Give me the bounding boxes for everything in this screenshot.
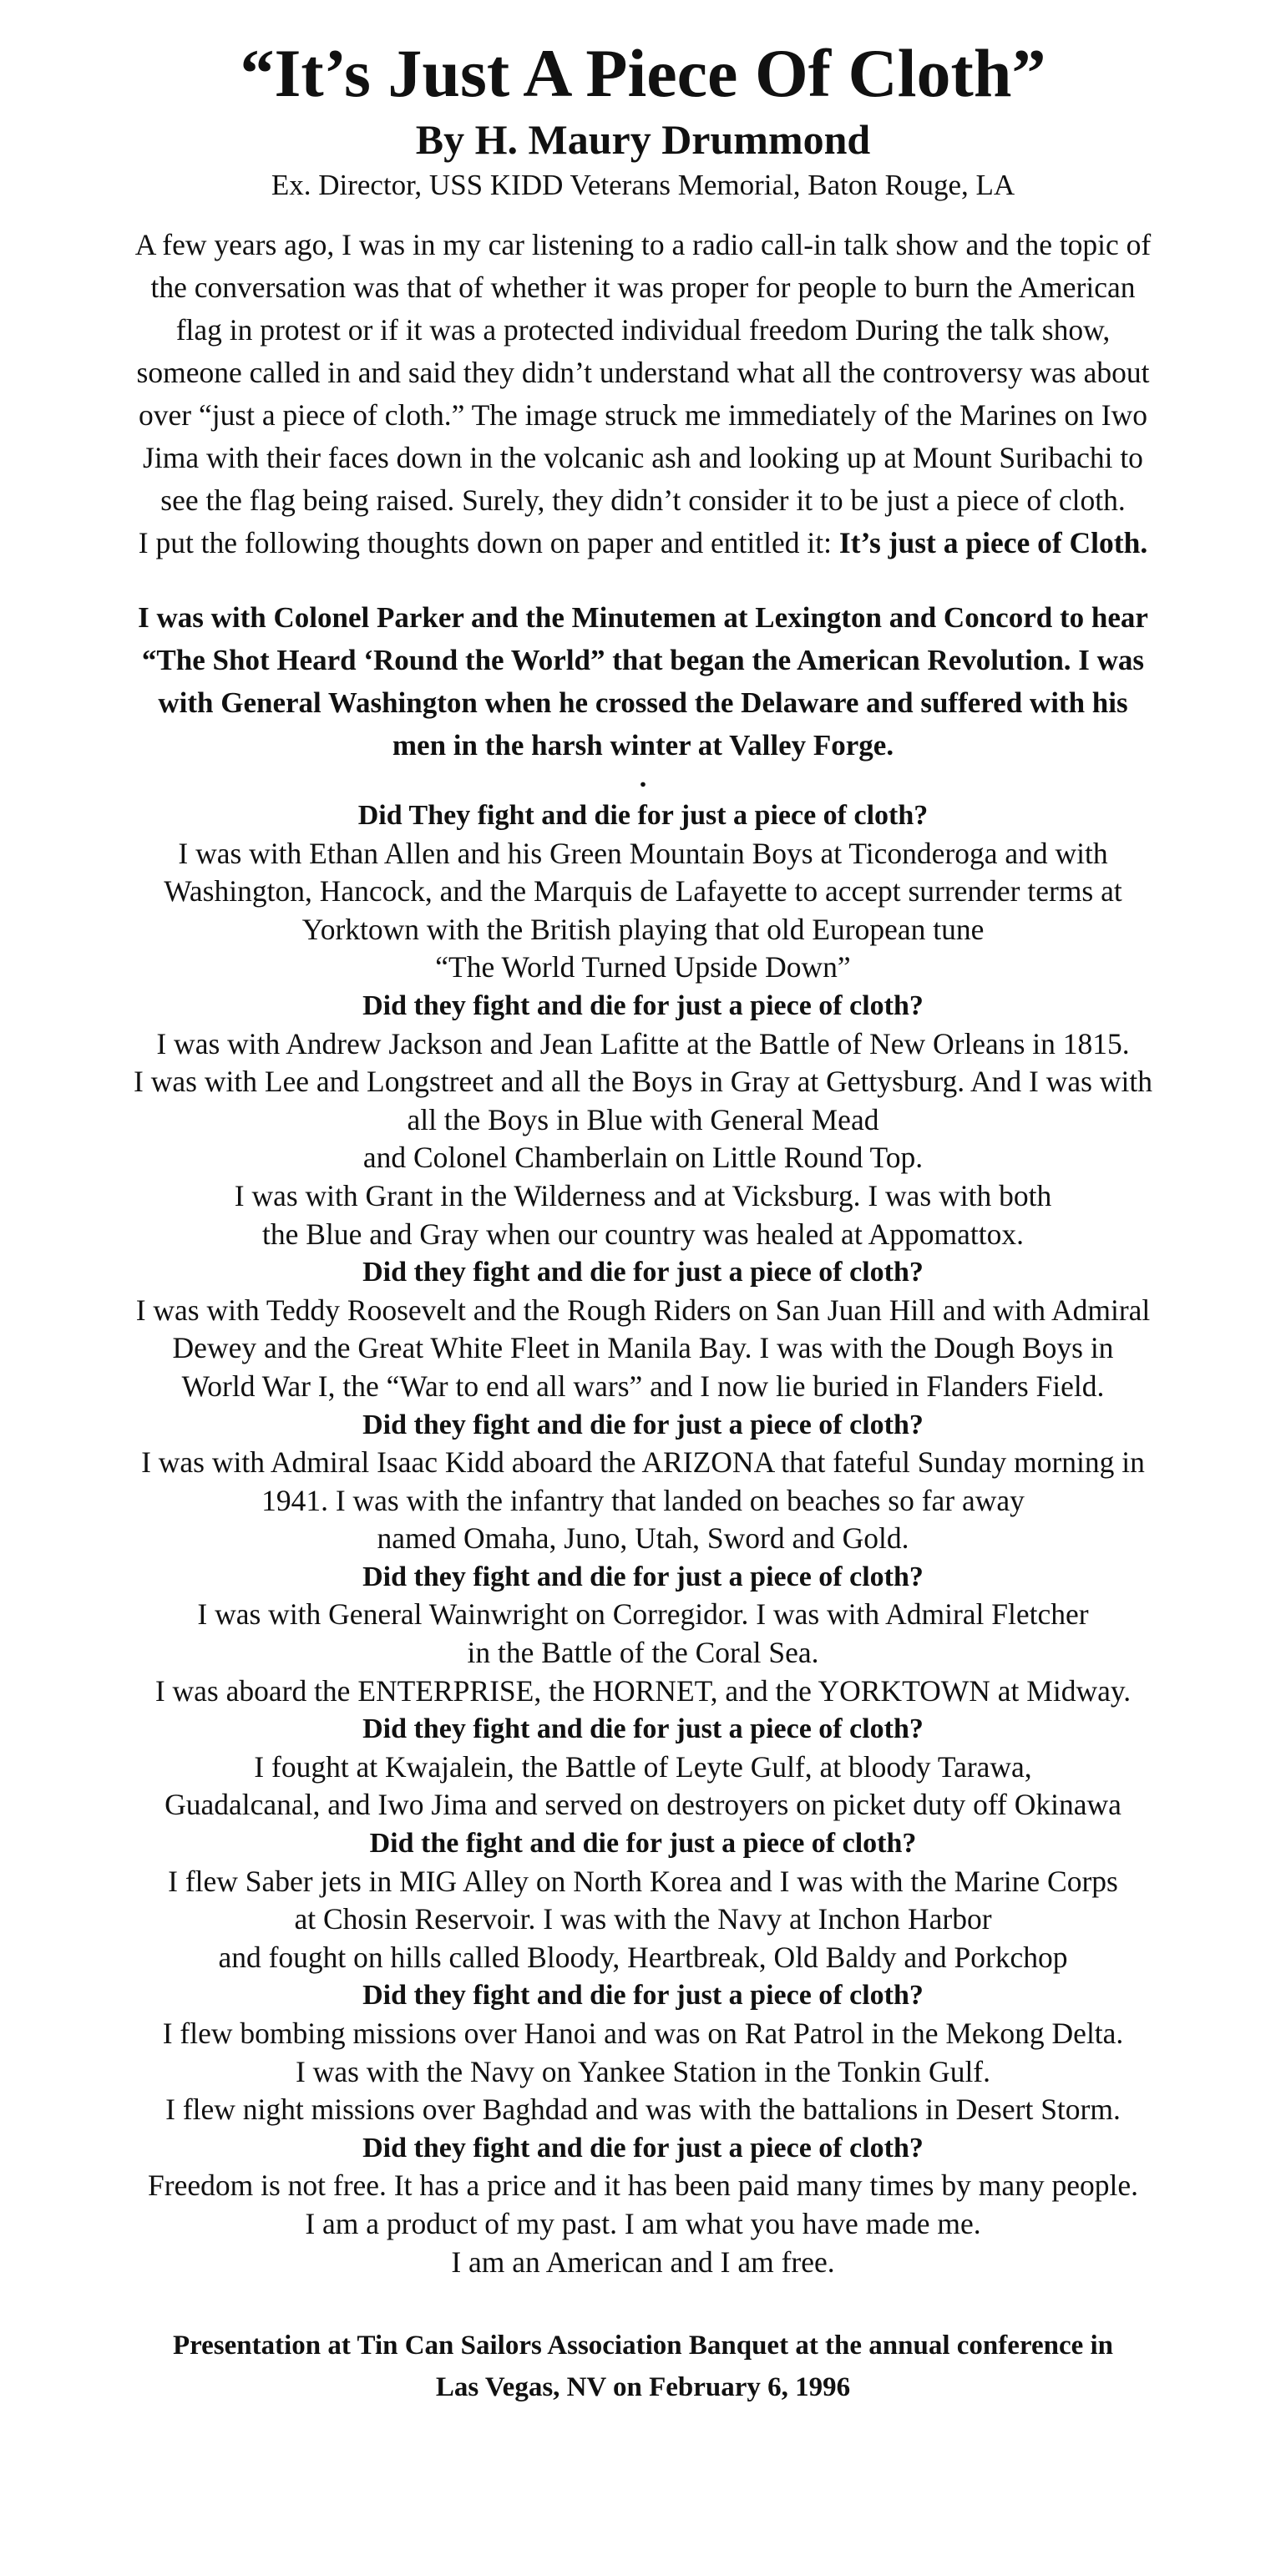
footer-line: Las Vegas, NV on February 6, 1996 — [435, 2372, 851, 2403]
poem-line: Washington, Hancock, and the Marquis de Lafayette to accept surrender terms at — [164, 874, 1122, 908]
refrain-question: Did they fight and die for just a piece of cloth? — [362, 1980, 924, 2012]
poem-line: and Colonel Chamberlain on Little Round Top. — [362, 1141, 924, 1175]
separator-dot: . — [639, 761, 647, 793]
bold-line: I was with Colonel Parker and the Minutemen at Lexington and Concord to hear — [138, 601, 1148, 634]
poem-line: I was with Grant in the Wilderness and at Vicksburg. I was with both — [234, 1178, 1052, 1212]
refrain-question: Did they fight and die for just a piece of cloth? — [362, 1409, 924, 1440]
intro-line: the conversation was that of whether it was proper for people to burn the American — [150, 271, 1136, 304]
poem-line: named Omaha, Juno, Utah, Sword and Gold. — [377, 1521, 909, 1556]
poem-line: in the Battle of the Coral Sea. — [467, 1636, 819, 1670]
refrain-question: Did they fight and die for just a piece of cloth? — [362, 1257, 924, 1288]
poem-line: I flew Saber jets in MIG Alley on North Korea and I was with the Marine Corps — [168, 1864, 1118, 1898]
footer-line: Presentation at Tin Can Sailors Association Banquet at the annual conference in — [172, 2331, 1114, 2361]
poem-line: the Blue and Gray when our country was healed at Appomattox. — [262, 1217, 1024, 1251]
intro-line-last — [33, 522, 1253, 564]
poem-line: I am an American and I am free. — [451, 2245, 835, 2279]
poem-line: “The World Turned Upside Down” — [435, 950, 851, 984]
refrain-question: Did they fight and die for just a piece of cloth? — [362, 1561, 924, 1592]
intro-line: over “just a piece of cloth.” The image struck me immediately of the Marines on Iwo — [139, 398, 1147, 432]
poem-line: I was with Andrew Jackson and Jean Lafitte at the Battle of New Orleans in 1815. — [156, 1026, 1130, 1060]
refrain-question: Did the fight and die for just a piece of cloth? — [369, 1828, 917, 1860]
poem-line: 1941. I was with the infantry that landed on beaches so far away — [261, 1483, 1025, 1517]
poem-line: I was aboard the ENTERPRISE, the HORNET, and the YORKTOWN at Midway. — [154, 1673, 1132, 1708]
author-affiliation: Ex. Director, USS KIDD Veterans Memorial, Baton Rouge, LA — [271, 169, 1015, 201]
poem-line: all the Boys in Blue with General Mead — [407, 1102, 879, 1136]
revolution-paragraph — [33, 596, 1253, 767]
poem-line: I am a product of my past. I am what you have made me. — [305, 2206, 981, 2240]
poem-line: I was with the Navy on Yankee Station in the Tonkin Gulf. — [295, 2054, 990, 2088]
poem-line: I was with Ethan Allen and his Green Mountain Boys at Ticonderoga and with — [178, 836, 1108, 870]
bold-line: with General Washington when he crossed the Delaware and suffered with his — [158, 686, 1128, 719]
presentation-note — [33, 2325, 1253, 2408]
poem-line: at Chosin Reservoir. I was with the Navy at Inchon Harbor — [294, 1902, 992, 1936]
refrain-question: Did they fight and die for just a piece of cloth? — [362, 1713, 924, 1745]
poem-line: I flew bombing missions over Hanoi and was on Rat Patrol in the Mekong Delta. — [162, 2017, 1124, 2050]
poem-line: Guadalcanal, and Iwo Jima and served on destroyers on picket duty off Okinawa — [165, 1788, 1121, 1822]
intro-line: see the flag being raised. Surely, they didn’t consider it to be just a piece of cloth. — [160, 483, 1126, 517]
poem-line: Yorktown with the British playing that old European tune — [301, 912, 985, 946]
poem-line: and fought on hills called Bloody, Heartbreak, Old Baldy and Porkchop — [218, 1940, 1068, 1974]
poem-line: World War I, the “War to end all wars” and I now lie buried in Flanders Field. — [181, 1369, 1105, 1403]
poem-line: Freedom is not free. It has a price and it has been paid many times by many people. — [148, 2169, 1138, 2203]
intro-line: flag in protest or if it was a protected individual freedom During the talk show, — [175, 313, 1111, 347]
intro-line: Jima with their faces down in the volcanic ash and looking up at Mount Suribachi to — [143, 441, 1143, 474]
bold-line: men in the harsh winter at Valley Forge. — [392, 729, 894, 762]
poem-line: I was with Admiral Isaac Kidd aboard the ARIZONA that fateful Sunday morning in — [141, 1445, 1145, 1480]
bold-line: “The Shot Heard ‘Round the World” that began the American Revolution. I was — [141, 644, 1145, 676]
intro-line: someone called in and said they didn’t understand what all the controversy was about — [136, 356, 1150, 389]
intro-line-text: I put the following thoughts down on paper and entitled it: — [138, 526, 839, 559]
poem-line: Dewey and the Great White Fleet in Manila Bay. I was with the Dough Boys in — [172, 1331, 1114, 1365]
refrain-question: Did They fight and die for just a piece of cloth? — [357, 800, 929, 831]
refrain-question: Did they fight and die for just a piece of cloth? — [362, 989, 924, 1021]
intro-paragraph — [33, 224, 1253, 564]
poem-line: I was with Lee and Longstreet and all the Boys in Gray at Gettysburg. And I was with — [134, 1065, 1152, 1099]
intro-line: A few years ago, I was in my car listening to a radio call-in talk show and the topic of — [134, 228, 1152, 261]
document-title: “It’s Just A Piece Of Cloth” — [240, 35, 1046, 111]
intro-title-reference: It’s just a piece of Cloth. — [838, 526, 1148, 559]
poem-line: I flew night missions over Baghdad and was with the battalions in Desert Storm. — [165, 2093, 1121, 2127]
poem-line: I was with Teddy Roosevelt and the Rough Riders on San Juan Hill and with Admiral — [135, 1293, 1151, 1327]
poem-line: I fought at Kwajalein, the Battle of Leyte Gulf, at bloody Tarawa, — [254, 1749, 1032, 1784]
author-byline: By H. Maury Drummond — [415, 116, 871, 163]
refrain-question: Did they fight and die for just a piece of cloth? — [362, 2132, 924, 2164]
poem-body — [33, 797, 1253, 2281]
poem-line: I was with General Wainwright on Corregidor. I was with Admiral Fletcher — [197, 1597, 1089, 1632]
